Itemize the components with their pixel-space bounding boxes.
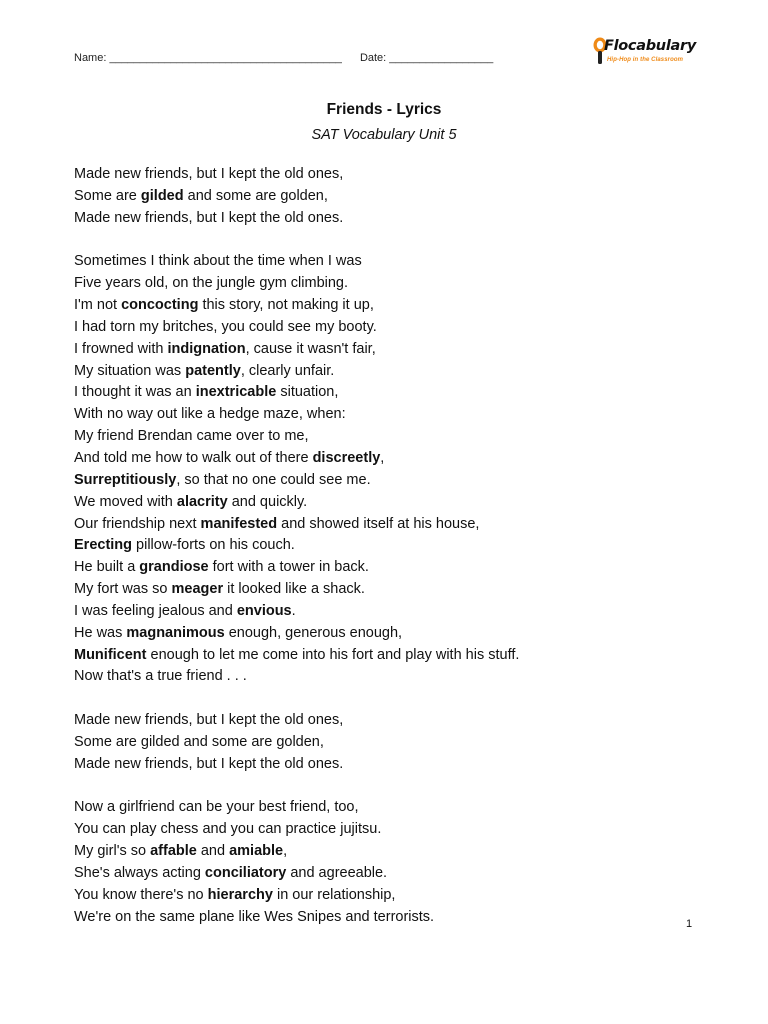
logo-tagline: Hip-Hop in the Classroom — [607, 57, 684, 63]
lyric-text: My situation was — [74, 362, 186, 379]
lyric-line — [74, 426, 694, 448]
vocab-word: inextricable — [195, 384, 277, 401]
name-field-label: Name: ______________________________________ — [74, 52, 342, 64]
lyric-line — [74, 863, 694, 885]
header-fields — [74, 52, 493, 64]
lyric-line — [74, 666, 694, 688]
lyric-text: He was — [74, 624, 127, 641]
lyric-text: I had torn my britches, you could see my booty. — [74, 318, 377, 335]
lyric-text: I'm not — [74, 297, 122, 314]
lyric-line — [74, 623, 694, 645]
stanza-break — [74, 688, 694, 710]
lyric-text: I thought it was an — [74, 384, 196, 401]
vocab-word: affable — [150, 843, 197, 860]
vocab-word: concocting — [121, 297, 199, 314]
stanza-break — [74, 776, 694, 798]
lyric-line — [74, 492, 694, 514]
vocab-word: Erecting — [74, 537, 133, 554]
lyric-line — [74, 404, 694, 426]
vocab-word: patently — [185, 362, 241, 379]
page-title: Friends - Lyrics — [326, 101, 442, 118]
vocab-word: alacrity — [176, 493, 228, 510]
lyric-line — [74, 732, 694, 754]
lyric-text: enough, generous enough, — [224, 624, 403, 641]
lyric-text: My girl's so — [74, 843, 151, 860]
lyric-text: situation, — [276, 384, 339, 401]
lyric-line — [74, 601, 694, 623]
lyric-text: and quickly. — [227, 493, 308, 510]
lyric-text: , — [283, 843, 288, 860]
vocab-word: manifested — [200, 515, 278, 532]
lyric-text: With no way out like a hedge maze, when: — [74, 406, 346, 423]
vocab-word: meager — [171, 581, 224, 598]
lyric-line — [74, 317, 694, 339]
lyric-text: Some are — [74, 187, 141, 204]
vocab-word: amiable — [229, 843, 284, 860]
lyric-text: Made new friends, but I kept the old ones, — [74, 712, 344, 729]
lyric-text: My fort was so — [74, 581, 172, 598]
lyric-text: and agreeable. — [286, 865, 388, 881]
logo-wordmark: Flocabulary — [604, 38, 696, 54]
stanza-break — [74, 230, 694, 252]
vocab-word: conciliatory — [204, 865, 287, 881]
lyric-line — [74, 645, 694, 667]
lyric-text: in our relationship, — [272, 886, 396, 903]
date-field-label: Date: _________________ — [359, 52, 494, 64]
lyric-text: Five years old, on the jungle gym climbing. — [74, 275, 349, 292]
lyric-text: and some are golden, — [183, 187, 328, 204]
vocab-word: Surreptitiously — [74, 471, 177, 488]
lyric-text: and — [196, 843, 230, 860]
lyric-line — [74, 535, 694, 557]
vocab-word: indignation — [167, 340, 246, 357]
lyric-line — [74, 797, 694, 819]
lyric-text: She's always acting — [74, 865, 205, 881]
lyric-text: Now that's a true friend . . . — [74, 668, 247, 685]
lyric-text: You can play chess and you can practice jujitsu. — [74, 821, 382, 838]
lyric-line — [74, 557, 694, 579]
lyric-text: , clearly unfair. — [240, 362, 335, 379]
lyric-text: My friend Brendan came over to me, — [74, 428, 309, 445]
lyric-text: enough to let me come into his fort and play with his stuff. — [146, 646, 520, 663]
vocab-word: Munificent — [74, 646, 147, 663]
lyric-line — [74, 754, 694, 776]
lyric-line — [74, 186, 694, 208]
lyric-line — [74, 819, 694, 841]
vocab-word: gilded — [140, 187, 184, 204]
lyric-text: Made new friends, but I kept the old ones. — [74, 755, 344, 772]
lyric-line — [74, 295, 694, 317]
lyric-text: Sometimes I think about the time when I was — [74, 253, 362, 270]
lyric-text: . — [291, 602, 296, 619]
lyric-text: We're on the same plane like Wes Snipes and terrorists. — [74, 908, 435, 925]
vocab-word: discreetly — [312, 449, 381, 466]
lyric-text: , so that no one could see me. — [176, 471, 371, 488]
lyric-text: pillow-forts on his couch. — [132, 537, 295, 554]
lyric-text: Our friendship next — [74, 515, 201, 532]
lyric-text: You know there's no — [74, 886, 208, 903]
lyric-text: this story, not making it up, — [198, 297, 374, 314]
lyric-line — [74, 208, 694, 230]
page-subtitle: SAT Vocabulary Unit 5 — [311, 127, 457, 143]
vocab-word: magnanimous — [126, 624, 225, 641]
lyric-text: I was feeling jealous and — [74, 602, 237, 619]
lyric-text: Some are gilded and some are golden, — [74, 733, 324, 750]
lyric-line — [74, 339, 694, 361]
lyric-line — [74, 361, 694, 383]
lyric-text: Made new friends, but I kept the old ones, — [74, 166, 344, 182]
lyric-text: , — [380, 449, 385, 466]
lyric-line — [74, 448, 694, 470]
lyric-text: He built a — [74, 559, 140, 576]
lyric-text: and showed itself at his house, — [277, 515, 480, 532]
lyric-text: And told me how to walk out of there — [74, 449, 313, 466]
vocab-word: grandiose — [139, 559, 209, 576]
lyric-line — [74, 251, 694, 273]
lyric-line — [74, 885, 694, 907]
lyric-line — [74, 273, 694, 295]
lyric-line — [74, 470, 694, 492]
vocab-word: hierarchy — [207, 886, 273, 903]
lyric-line — [74, 514, 694, 536]
lyric-text: fort with a tower in back. — [208, 559, 369, 576]
lyric-line — [74, 841, 694, 863]
lyric-text: I frowned with — [74, 340, 168, 357]
lyric-line — [74, 579, 694, 601]
lyric-line — [74, 164, 694, 186]
lyric-text: We moved with — [74, 493, 177, 510]
page-number: 1 — [686, 918, 693, 930]
lyric-text: it looked like a shack. — [223, 581, 365, 598]
lyrics-body — [74, 164, 694, 929]
lyric-line — [74, 382, 694, 404]
lyric-text: Now a girlfriend can be your best friend, too, — [74, 799, 359, 816]
lyric-text: , cause it wasn't fair, — [245, 340, 376, 357]
vocab-word: envious — [236, 602, 292, 619]
flocabulary-logo — [590, 36, 694, 70]
lyric-line — [74, 907, 694, 929]
lyric-line — [74, 710, 694, 732]
lyric-text: Made new friends, but I kept the old ones. — [74, 209, 344, 226]
